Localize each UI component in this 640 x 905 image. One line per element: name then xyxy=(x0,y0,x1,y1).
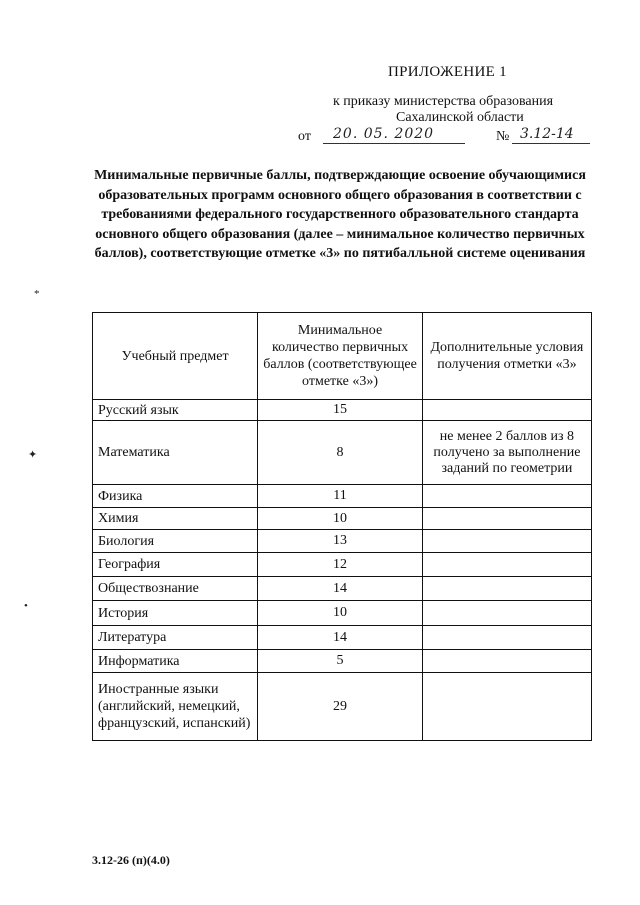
table-row xyxy=(93,577,592,601)
min-score-cell: 14 xyxy=(258,626,423,650)
min-score-cell: 5 xyxy=(258,650,423,673)
table-row xyxy=(93,601,592,626)
appendix-heading: ПРИЛОЖЕНИЕ 1 xyxy=(388,64,507,80)
table-row xyxy=(93,626,592,650)
min-score-cell: 12 xyxy=(258,553,423,577)
condition-cell xyxy=(422,577,591,601)
table-row xyxy=(93,530,592,553)
table-row xyxy=(93,485,592,508)
min-score-cell: 14 xyxy=(258,577,423,601)
condition-cell: не менее 2 баллов из 8 получено за выполнение заданий по геометрии xyxy=(422,421,591,485)
subject-cell: Физика xyxy=(93,485,258,508)
order-number: 3.12-14 xyxy=(512,126,590,144)
subject-cell: Информатика xyxy=(93,650,258,673)
scan-mark: * xyxy=(34,288,40,300)
condition-cell xyxy=(422,626,591,650)
subject-cell: Математика xyxy=(93,421,258,485)
table-row xyxy=(93,421,592,485)
condition-cell xyxy=(422,650,591,673)
table-header-row xyxy=(93,313,592,400)
subject-cell: Биология xyxy=(93,530,258,553)
table-row xyxy=(93,553,592,577)
condition-cell xyxy=(422,508,591,530)
subject-cell: География xyxy=(93,553,258,577)
min-score-cell: 13 xyxy=(258,530,423,553)
subject-cell: Русский язык xyxy=(93,400,258,421)
min-score-cell: 15 xyxy=(258,400,423,421)
min-score-cell: 11 xyxy=(258,485,423,508)
scan-mark: ✦ xyxy=(28,449,38,461)
number-label: № xyxy=(496,129,510,144)
condition-cell xyxy=(422,530,591,553)
min-score-cell: 29 xyxy=(258,673,423,741)
header-conditions: Дополнительные условия получения отметки «3» xyxy=(422,313,591,400)
subject-cell: Литература xyxy=(93,626,258,650)
document-title: Минимальные первичные баллы, подтверждающие освоение обучающимися образовательных программ основного общего образования в соответствии с требованиями федерального государственного образовательного стандарта основного общего образования (далее – минимальное количество первичных баллов), соответствующие отметке «3» по пятибалльной системе оценивания xyxy=(94,168,586,261)
table-row xyxy=(93,673,592,741)
min-score-cell: 10 xyxy=(258,508,423,530)
min-score-cell: 8 xyxy=(258,421,423,485)
order-date: 20. 05. 2020 xyxy=(323,126,465,144)
region-name: Сахалинской области xyxy=(396,110,524,125)
from-label: от xyxy=(298,129,311,144)
condition-cell xyxy=(422,485,591,508)
table-row xyxy=(93,650,592,673)
header-min-score: Минимальное количество первичных баллов (соответствующее отметке «3») xyxy=(258,313,423,400)
subject-cell: Химия xyxy=(93,508,258,530)
min-score-cell: 10 xyxy=(258,601,423,626)
condition-cell xyxy=(422,673,591,741)
document-code: 3.12-26 (п)(4.0) xyxy=(92,853,170,867)
table-row xyxy=(93,508,592,530)
condition-cell xyxy=(422,400,591,421)
subject-cell: История xyxy=(93,601,258,626)
subject-cell: Обществознание xyxy=(93,577,258,601)
condition-cell xyxy=(422,601,591,626)
table-row xyxy=(93,400,592,421)
condition-cell xyxy=(422,553,591,577)
subject-cell: Иностранные языки (английский, немецкий, французский, испанский) xyxy=(93,673,258,741)
scan-mark: • xyxy=(24,600,28,612)
header-subject: Учебный предмет xyxy=(93,313,258,400)
order-reference: к приказу министерства образования xyxy=(333,94,554,109)
order-date-number-line xyxy=(298,126,598,146)
scores-table xyxy=(92,312,592,741)
